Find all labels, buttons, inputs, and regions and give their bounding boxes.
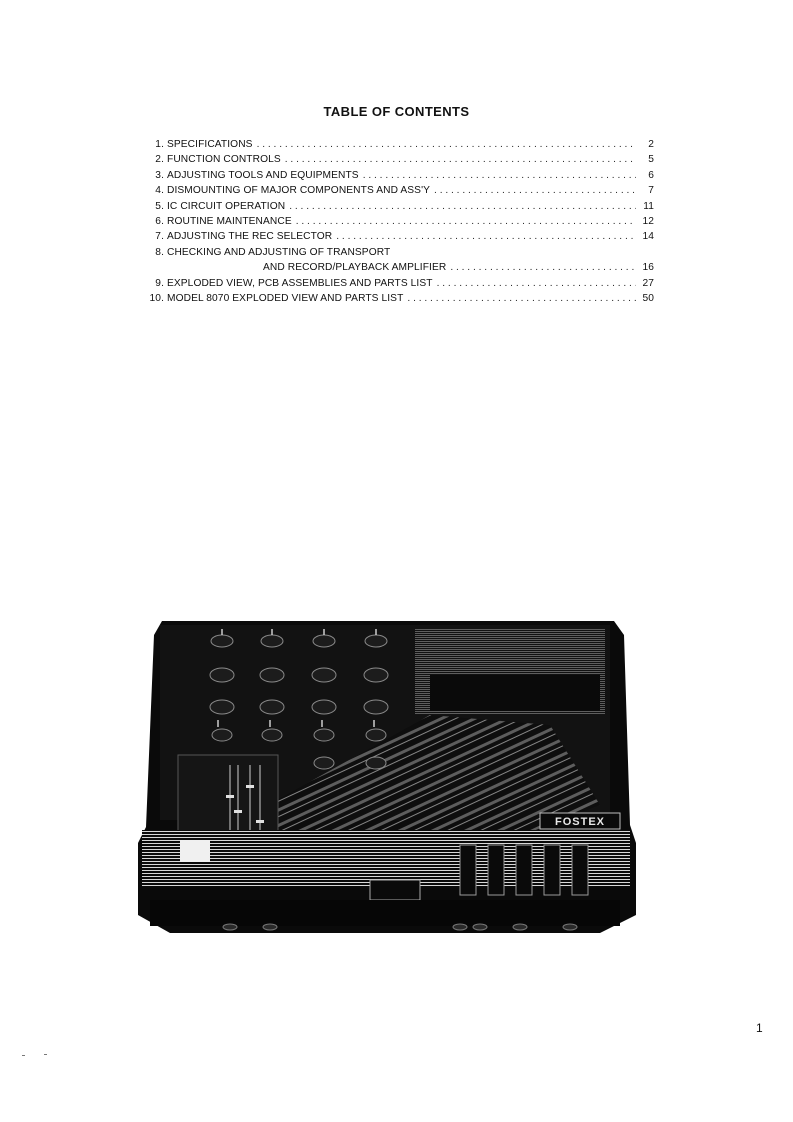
toc-leader-dots [437,278,636,289]
toc-entry-page: 12 [642,215,654,227]
toc-leader-dots [336,231,636,242]
toc-entry-title: EXPLODED VIEW, PCB ASSEMBLIES AND PARTS LIST [167,277,433,289]
toc-entry-continuation [140,262,654,277]
toc-entry-page: 6 [648,169,654,181]
toc-entry-title: FUNCTION CONTROLS [167,154,281,166]
table-of-contents [140,139,654,308]
toc-entry-title: ADJUSTING TOOLS AND EQUIPMENTS [167,169,359,181]
toc-entry-page: 5 [648,154,654,166]
toc-leader-dots [407,293,636,304]
toc-entry-page: 11 [643,200,654,212]
toc-entry [140,154,654,169]
toc-entry [140,170,654,185]
toc-entry-title: AND RECORD/PLAYBACK AMPLIFIER [263,262,447,274]
toc-entry-number: 4. [155,185,164,197]
product-photo [130,615,642,940]
toc-entry-title: SPECIFICATIONS [167,139,253,150]
toc-entry-title: ROUTINE MAINTENANCE [167,215,292,227]
toc-entry-page: 14 [642,231,654,243]
page-number: 1 [756,1021,763,1035]
toc-entry [140,185,654,200]
toc-leader-dots [450,262,636,273]
toc-entry-number: 1. [155,139,164,150]
scan-speck [22,1055,25,1056]
toc-entry-number: 8. [155,246,164,258]
toc-entry [140,216,654,231]
toc-entry-number: 3. [155,169,164,181]
toc-entry-page: 27 [642,277,654,289]
toc-entry-title: DISMOUNTING OF MAJOR COMPONENTS AND ASS'Y [167,185,431,197]
toc-leader-dots [289,201,636,212]
toc-entry-number: 5. [155,200,164,212]
toc-entry [140,201,654,216]
toc-entry-title: IC CIRCUIT OPERATION [167,200,286,212]
toc-entry [140,231,654,246]
toc-entry-page: 16 [642,262,654,274]
toc-entry-title: ADJUSTING THE REC SELECTOR [167,231,333,243]
toc-entry-page: 50 [642,292,654,304]
toc-entry [140,278,654,293]
toc-entry-number: 7. [155,231,164,243]
toc-entry [140,293,654,308]
scan-speck [44,1054,47,1055]
toc-entry-title: CHECKING AND ADJUSTING OF TRANSPORT [167,246,391,258]
toc-title: TABLE OF CONTENTS [323,104,470,119]
toc-leader-dots [434,185,636,196]
toc-entry-number: 6. [155,215,164,227]
toc-leader-dots [257,139,636,150]
toc-leader-dots [363,170,636,181]
toc-entry-number: 10. [149,292,164,304]
toc-entry-title: MODEL 8070 EXPLODED VIEW AND PARTS LIST [167,292,404,304]
toc-entry-page: 2 [648,139,654,150]
toc-entry-page: 7 [648,185,654,197]
toc-leader-dots [296,216,636,227]
brand-logo: FOSTEX [554,816,606,828]
toc-entry-number: 9. [155,277,164,289]
toc-leader-dots [285,154,636,165]
toc-entry [140,139,654,154]
toc-entry-number: 2. [155,154,164,166]
toc-entry [140,247,654,262]
